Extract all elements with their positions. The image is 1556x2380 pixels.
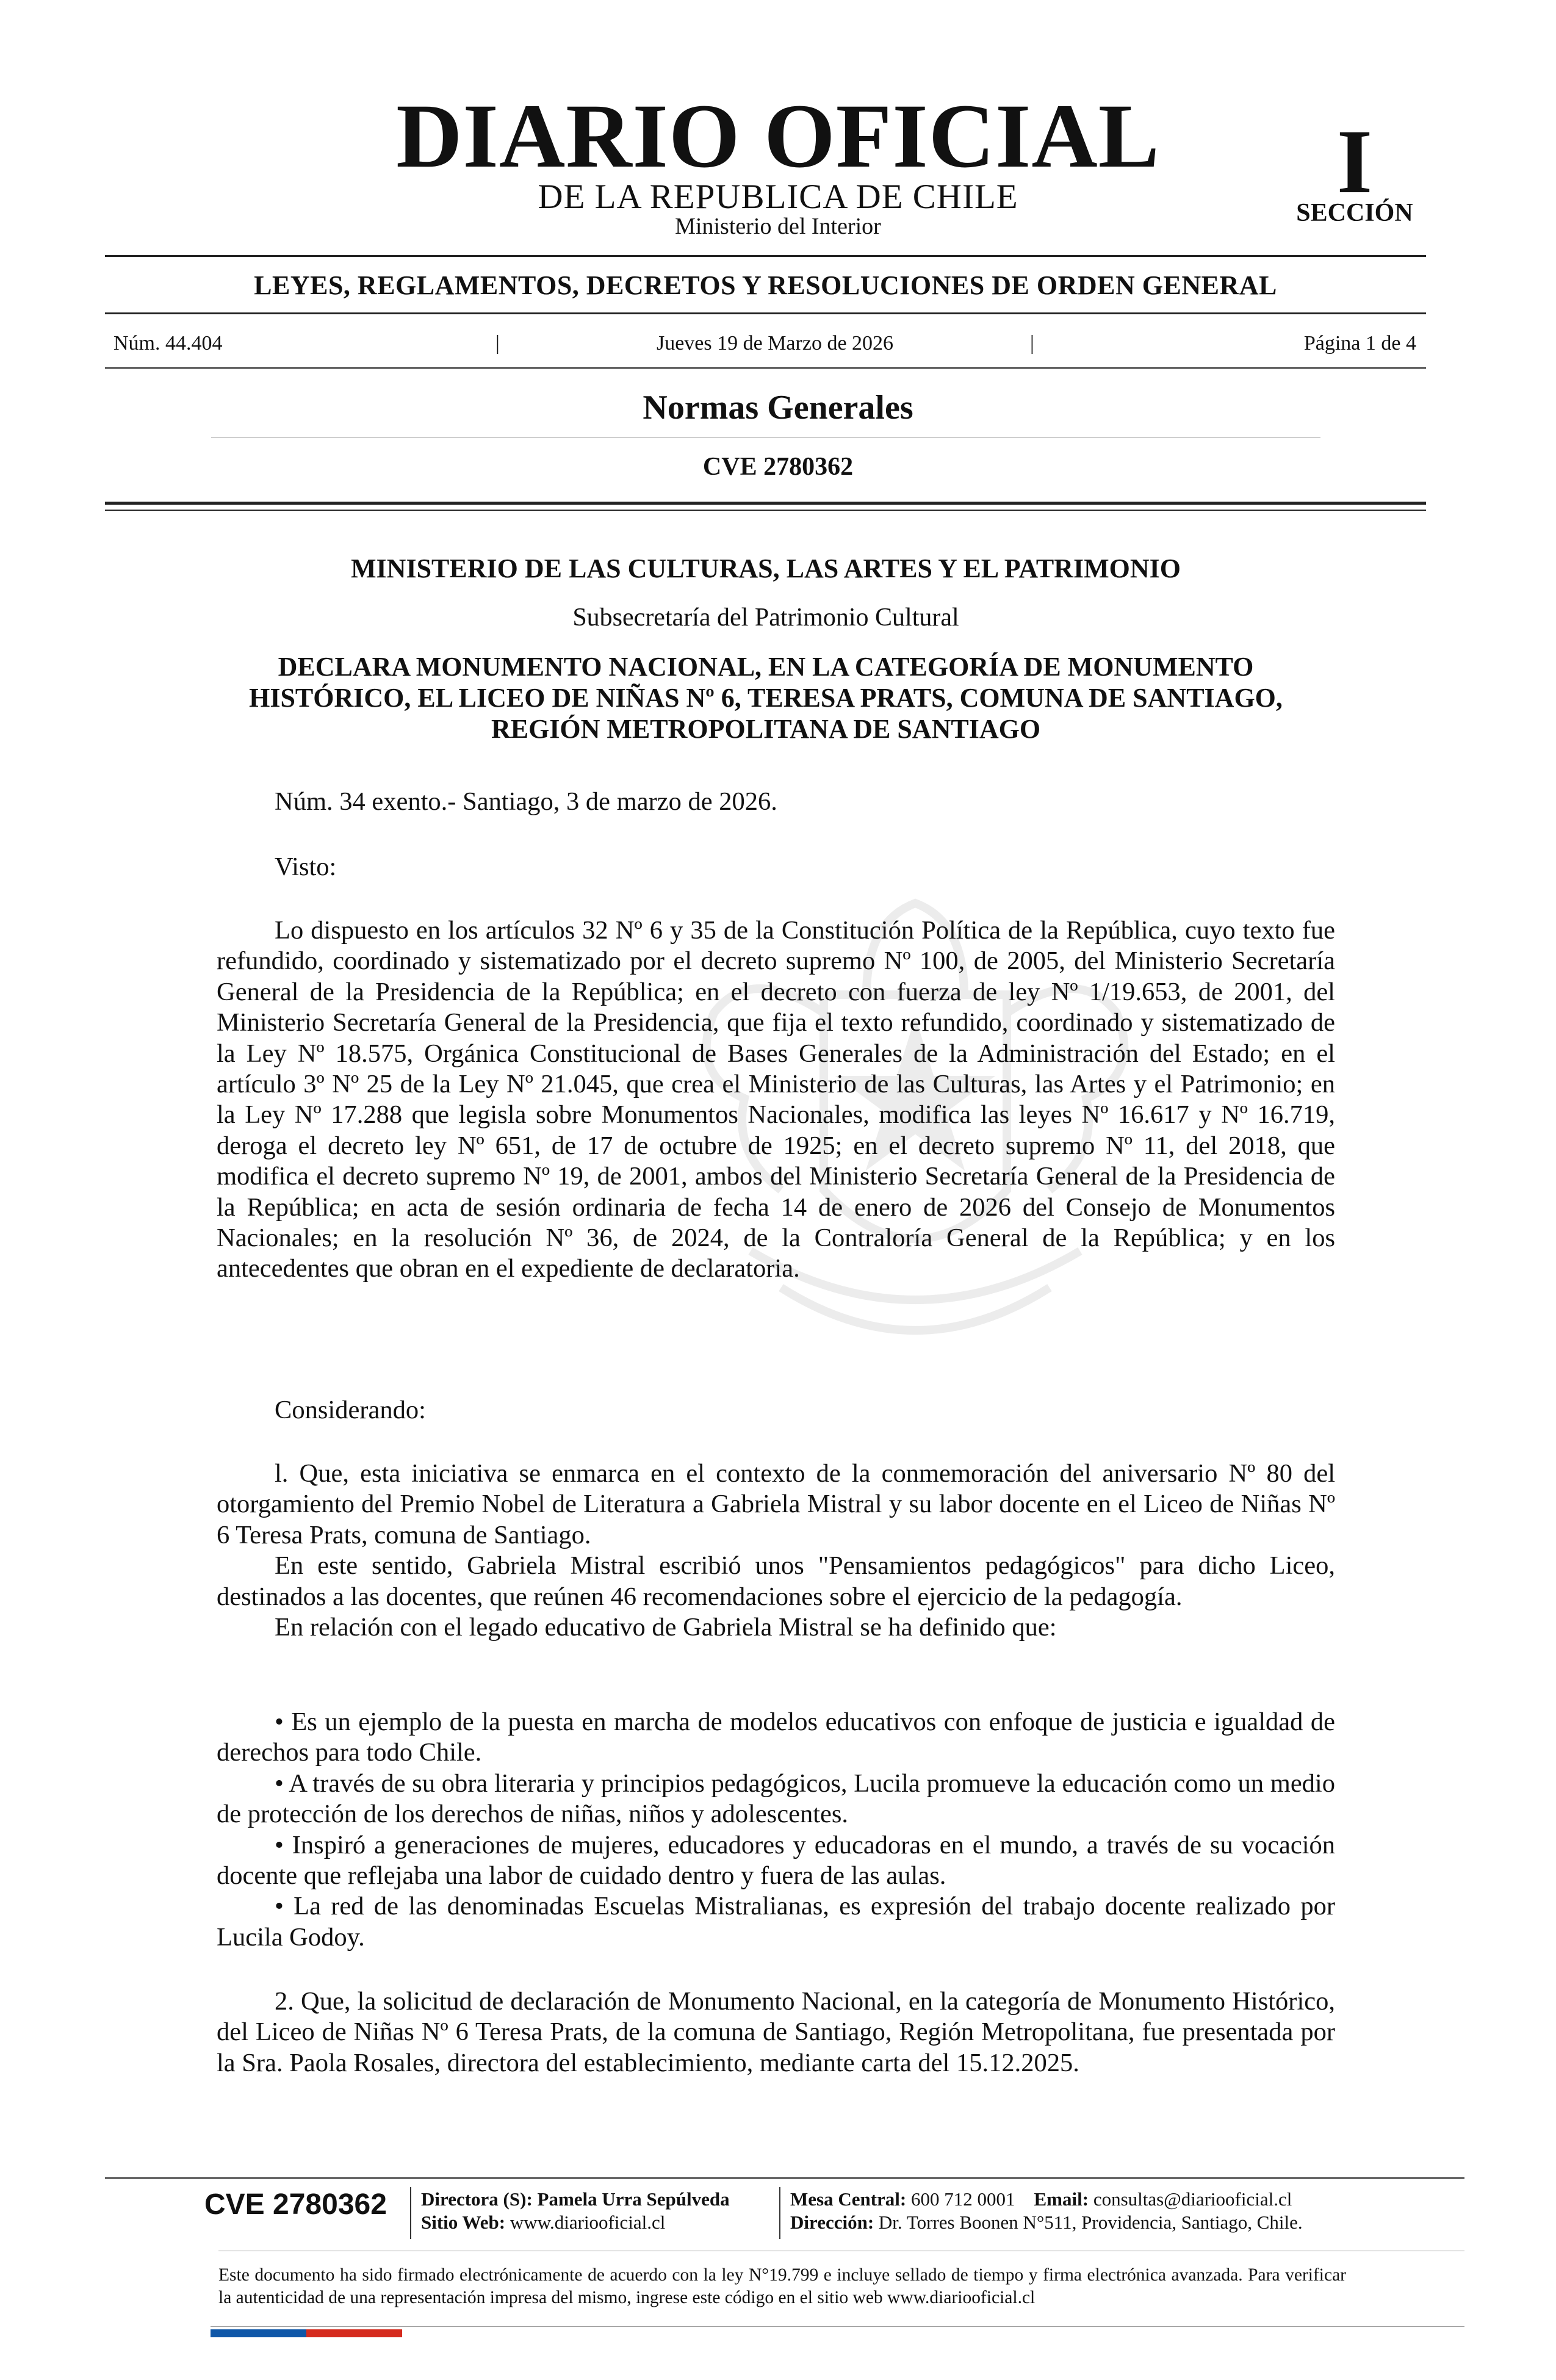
masthead-ministry: Ministerio del Interior (675, 214, 881, 239)
masthead-subtitle: DE LA REPUBLICA DE CHILE (538, 178, 1018, 216)
website-label: Sitio Web: (421, 2212, 506, 2233)
subtitle-divider (105, 312, 1426, 314)
paragraph: 2. Que, la solicitud de declaración de Monumento Nacional, en la categoría de Monumento Histórico, del Liceo de Niñas Nº 6 Teresa Prats, de la comuna de Santiago, Región Metropolitana, fue presentada por la Sra. Paola Rosales, directora del establecimiento, mediante carta del 15.12.2025. (217, 1987, 1335, 2077)
meta-separator: | (1030, 332, 1034, 355)
email-label: Email: (1034, 2188, 1089, 2210)
considerando-2 (217, 1986, 1335, 2079)
subsecretaria: Subsecretaría del Patrimonio Cultural (572, 604, 959, 632)
footer-separator (779, 2187, 780, 2239)
decree-title-line: HISTÓRICO, EL LICEO DE NIÑAS Nº 6, TERESA PRATS, COMUNA DE SANTIAGO, (249, 683, 1283, 713)
decree-number: Núm. 34 exento.- Santiago, 3 de marzo de 2026. (275, 787, 777, 816)
footer-separator (410, 2187, 411, 2239)
meta-divider (105, 367, 1426, 369)
address-value: Dr. Torres Boonen N°511, Providencia, Santiago, Chile. (878, 2212, 1303, 2233)
bullet-item: • Es un ejemplo de la puesta en marcha de modelos educativos con enfoque de justicia e igualdad de derechos para todo Chile. (217, 1707, 1335, 1767)
issue-date: Jueves 19 de Marzo de 2026 (656, 332, 894, 355)
visto-label: Visto: (275, 853, 337, 881)
section-number: I (1336, 111, 1373, 212)
issue-number: Núm. 44.404 (113, 332, 223, 355)
considerando-label: Considerando: (275, 1396, 426, 1424)
signature-notice: Este documento ha sido firmado electrónicamente de acuerdo con la ley N°19.799 e incluye sellado de tiempo y firma electrónica avanzada. Para verificar la autenticidad de una representación impresa del mismo, ingrese este código en el sitio web www.diariooficial.cl (218, 2265, 1346, 2307)
phone-label: Mesa Central: (790, 2188, 907, 2210)
footer-director-block (421, 2188, 730, 2234)
masthead-divider (105, 255, 1426, 257)
page-indicator: Página 1 de 4 (1303, 332, 1416, 355)
bullet-item: • La red de las denominadas Escuelas Mistralianas, es expresión del trabajo docente realizado por Lucila Godoy. (217, 1892, 1335, 1952)
footer-bottom-rule (211, 2326, 1464, 2327)
director-name: Pamela Urra Sepúlveda (537, 2188, 730, 2210)
masthead-title: DIARIO OFICIAL (396, 85, 1160, 187)
double-rule-bottom (105, 510, 1426, 511)
address-label: Dirección: (790, 2212, 874, 2233)
bullet-item: • Inspiró a generaciones de mujeres, educadores y educadoras en el mundo, a través de su vocación docente que reflejaba una labor de cuidado dentro y fuera de las aulas. (217, 1830, 1335, 1891)
considerando-1 (217, 1459, 1335, 1643)
flag-stripe-red (306, 2329, 402, 2337)
cve-code: CVE 2780362 (702, 453, 854, 481)
legacy-bullets (217, 1707, 1335, 1953)
phone-value: 600 712 0001 (911, 2188, 1015, 2210)
double-rule-top (105, 502, 1426, 505)
footer-contact-block (790, 2188, 1303, 2234)
meta-separator: | (495, 332, 500, 355)
email-link[interactable]: consultas@diariooficial.cl (1093, 2188, 1292, 2210)
footer-cve-code: CVE 2780362 (204, 2188, 387, 2221)
thin-divider (211, 437, 1320, 438)
director-label: Directora (S): (421, 2188, 533, 2210)
bullet-item: • A través de su obra literaria y principios pedagógicos, Lucila promueve la educación como un medio de protección de los derechos de niñas, niños y adolescentes. (217, 1769, 1335, 1829)
decree-title (183, 651, 1349, 745)
paragraph: Lo dispuesto en los artículos 32 Nº 6 y 35 de la Constitución Política de la República, cuyo texto fue refundido, coordinado y sistematizado por el decreto supremo Nº 100, de 2005, del Ministerio Secretaría General de la Presidencia de la República; en el decreto con fuerza de ley Nº 1/19.653, de 2001, del Ministerio Secretaría General de la Presidencia, que fija el texto refundido, coordinado y sistematizado de la Ley Nº 18.575, Orgánica Constitucional de Bases Generales de la Administración del Estado; en el artículo 3º Nº 25 de la Ley Nº 21.045, que crea el Ministerio de las Culturas, las Artes y el Patrimonio; en la Ley Nº 17.288 que legisla sobre Monumentos Nacionales, modifica las leyes Nº 16.617 y Nº 16.719, deroga el decreto ley Nº 651, de 17 de octubre de 1925; en el decreto supremo Nº 11, del 2018, que modifica el decreto supremo Nº 19, de 2001, ambos del Ministerio Secretaría General de la Presidencia de la República; en acta de sesión ordinaria de fecha 14 de enero de 2026 del Consejo de Monumentos Nacionales; en la resolución Nº 36, de 2024, de la Contraloría General de la República; y en los antecedentes que obran en el expediente de declaratoria. (217, 916, 1335, 1283)
website-link[interactable]: www.diariooficial.cl (510, 2212, 666, 2233)
paragraph: En este sentido, Gabriela Mistral escribió unos "Pensamientos pedagógicos" para dicho Liceo, destinados a las docentes, que reúnen 46 recomendaciones sobre el ejercicio de la pedagogía. (217, 1551, 1335, 1611)
footer-divider (105, 2177, 1464, 2179)
section-label: SECCIÓN (1296, 199, 1413, 227)
paragraph: En relación con el legado educativo de Gabriela Mistral se ha definido que: (275, 1613, 1057, 1642)
section-heading: Normas Generales (643, 389, 913, 427)
visto-paragraph (217, 915, 1335, 1285)
paragraph: l. Que, esta iniciativa se enmarca en el contexto de la conmemoración del aniversario Nº 80 del otorgamiento del Premio Nobel de Literatura a Gabriela Mistral y su labor docente en el Liceo de Niñas Nº 6 Teresa Prats, comuna de Santiago. (217, 1459, 1335, 1549)
section-subtitle: LEYES, REGLAMENTOS, DECRETOS Y RESOLUCIONES DE ORDEN GENERAL (254, 270, 1277, 300)
decree-title-line: DECLARA MONUMENTO NACIONAL, EN LA CATEGORÍA DE MONUMENTO (278, 652, 1254, 682)
issuing-ministry: MINISTERIO DE LAS CULTURAS, LAS ARTES Y EL PATRIMONIO (351, 554, 1181, 583)
decree-title-line: REGIÓN METROPOLITANA DE SANTIAGO (491, 714, 1041, 744)
flag-stripe-blue (211, 2329, 306, 2337)
